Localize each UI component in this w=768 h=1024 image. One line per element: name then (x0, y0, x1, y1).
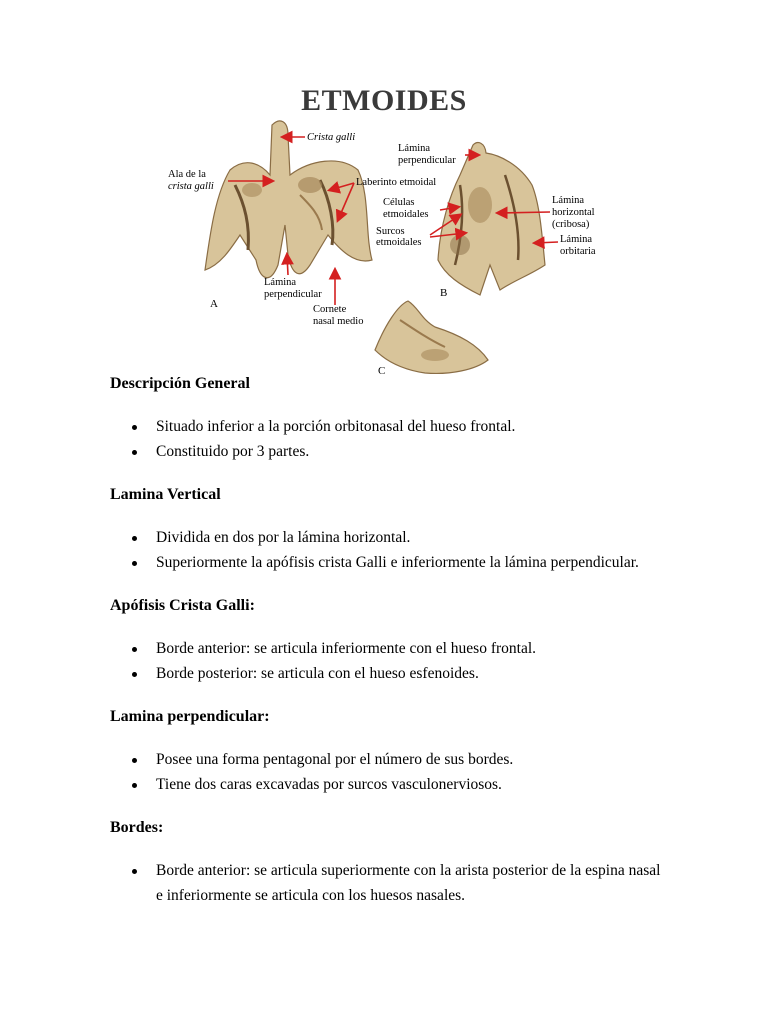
list-descripcion (110, 414, 670, 464)
list-item: Borde anterior: se articula inferiormente con el hueso frontal. (110, 636, 670, 661)
label-horizontal-2: horizontal (552, 207, 595, 218)
label-surcos-2: etmoidales (376, 237, 422, 248)
page-title: ETMOIDES (301, 84, 467, 117)
label-ala-line1: Ala de la (168, 169, 206, 180)
list-item: Borde anterior: se articula superiormente con la arista posterior de la espina nasal e inferiormente se articula con los huesos nasales. (110, 858, 670, 908)
label-laberinto: Laberinto etmoidal (356, 177, 437, 188)
label-orbitaria-1: Lámina (560, 234, 593, 245)
label-letter-a: A (210, 298, 218, 310)
section-heading-bordes: Bordes: (110, 819, 164, 836)
label-lamina-perp-a-1: Lámina (264, 277, 297, 288)
label-orbitaria-2: orbitaria (560, 246, 596, 257)
section-heading-lamina-perpendicular: Lamina perpendicular: (110, 708, 270, 725)
label-ala-line2: crista galli (168, 181, 214, 192)
ethmoid-bone-illustration (160, 115, 610, 380)
list-crista-galli (110, 636, 670, 686)
label-celulas-2: etmoidales (383, 209, 429, 220)
label-letter-c: C (378, 365, 386, 377)
document-body (110, 374, 670, 908)
label-letter-b: B (440, 287, 448, 299)
label-lamina-perp-b-1: Lámina (398, 143, 431, 154)
label-cornete-1: Cornete (313, 304, 347, 315)
list-item: Constituido por 3 partes. (110, 439, 670, 464)
list-item: Tiene dos caras excavadas por surcos vasculonerviosos. (110, 772, 670, 797)
section-heading-crista-galli: Apófisis Crista Galli: (110, 597, 255, 614)
list-item: Posee una forma pentagonal por el número de sus bordes. (110, 747, 670, 772)
label-horizontal-1: Lámina (552, 195, 585, 206)
label-lamina-perp-a-2: perpendicular (264, 289, 322, 300)
label-crista-galli: Crista galli (307, 132, 356, 143)
list-lamina-vertical (110, 525, 670, 575)
list-item: Situado inferior a la porción orbitonasal del hueso frontal. (110, 414, 670, 439)
bone-view-c (375, 301, 488, 373)
list-item: Borde posterior: se articula con el hueso esfenoides. (110, 661, 670, 686)
label-horizontal-3: (cribosa) (552, 219, 590, 230)
section-heading-lamina-vertical: Lamina Vertical (110, 486, 221, 503)
list-item: Superiormente la apófisis crista Galli e inferiormente la lámina perpendicular. (110, 550, 670, 575)
label-surcos-1: Surcos (376, 226, 405, 237)
section-heading-descripcion: Descripción General (110, 375, 250, 392)
list-lamina-perpendicular (110, 747, 670, 797)
label-cornete-2: nasal medio (313, 316, 364, 327)
list-item: Dividida en dos por la lámina horizontal. (110, 525, 670, 550)
list-bordes (110, 858, 670, 908)
label-celulas-1: Células (383, 197, 415, 208)
label-lamina-perp-b-2: perpendicular (398, 155, 456, 166)
